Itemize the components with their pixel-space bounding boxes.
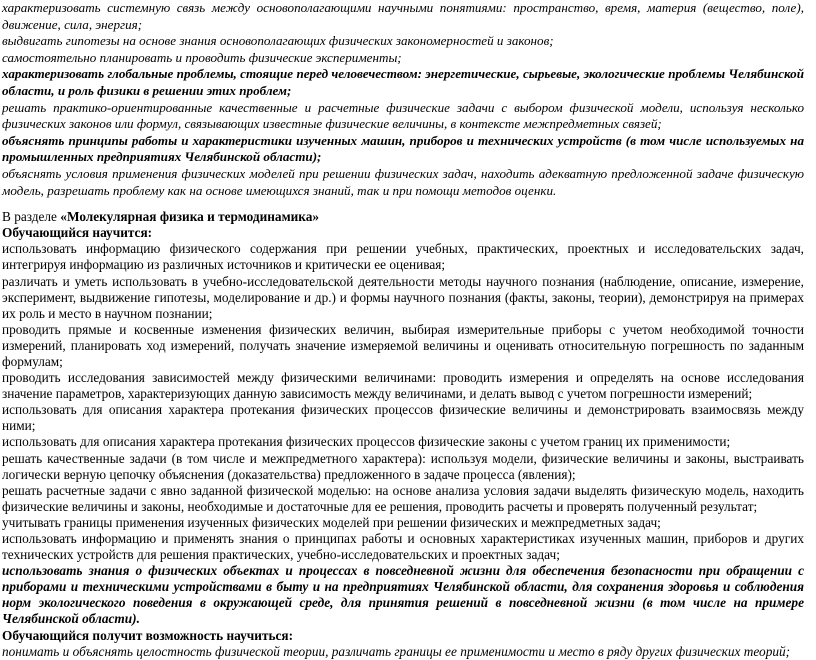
paragraph-a-2: самостоятельно планировать и проводить физические эксперименты; bbox=[2, 49, 402, 65]
paragraph-b-10: использовать знания о физических объектах и процессах в повседневной жизни для обеспечения безопасности при обращении с приборами и техническими устройствами в быту и на предприятиях Челябинской области, для сохранения здоровья и соблюдения норм экологического поведения в окружающей среде, для принятия решений в повседневной жизни (в том числе на примере Челябинской области). bbox=[2, 563, 804, 627]
paragraph-c-0: понимать и объяснять целостность физической теории, различать границы ее применимости и место в ряду других физических теорий; bbox=[2, 643, 791, 659]
paragraph-a-0: характеризовать системную связь между основополагающими научными понятиями: пространство, время, материя (вещество, поле), движение, сила, энергия; bbox=[2, 0, 804, 32]
blank-line bbox=[2, 199, 804, 209]
paragraph-b-6: решать качественные задачи (в том числе и межпредметного характера): используя модели, физические величины и законы, выстраивать логически верную цепочку объяснения (доказательства) предложенного в задаче процесса (явления); bbox=[2, 450, 804, 482]
will-learn-heading: Обучающийся научится: bbox=[2, 225, 153, 241]
section-molecular-physics bbox=[2, 209, 804, 660]
may-learn-heading: Обучающийся получит возможность научиться: bbox=[2, 627, 294, 643]
paragraph-a-6: объяснять условия применения физических моделей при решении физических задач, находить адекватную предложенной задаче физическую модель, разрешать проблему как на основе имеющихся знаний, так и при помощи методов оценки. bbox=[2, 165, 804, 198]
paragraph-a-1: выдвигать гипотезы на основе знания основополагающих физических закономерностей и законов; bbox=[2, 33, 554, 49]
paragraph-b-8: учитывать границы применения изученных физических моделей при решении физических и межпредметных задач; bbox=[2, 514, 661, 530]
section-learning-outcomes-previous bbox=[2, 0, 804, 199]
paragraph-a-5: объяснять принципы работы и характеристики изученных машин, приборов и технических устройств (в том числе используемых на промышленных предприятиях Челябинской области); bbox=[2, 132, 804, 165]
section-title: «Молекулярная физика и термодинамика» bbox=[60, 209, 320, 225]
section-intro bbox=[2, 209, 804, 225]
paragraph-a-3: характеризовать глобальные проблемы, стоящие перед человечеством: энергетические, сырьевые, экологические проблемы Челябинской области, и роль физики в решении этих проблем; bbox=[2, 66, 804, 98]
paragraph-a-4: решать практико-ориентированные качественные и расчетные физические задачи с выбором физической модели, используя несколько физических законов или формул, связывающих известные физические величины, в контексте межпредметных связей; bbox=[2, 99, 804, 132]
paragraph-b-5: использовать для описания характера протекания физических процессов физические законы с учетом границ их применимости; bbox=[2, 434, 731, 450]
paragraph-b-7: решать расчетные задачи с явно заданной физической моделью: на основе анализа условия задачи выделять физическую модель, находить физические величины и законы, необходимые и достаточные для ее решения, проводить расчеты и проверять полученный результат; bbox=[2, 482, 804, 514]
section-intro-prefix: В разделе bbox=[2, 209, 61, 225]
paragraph-b-4: использовать для описания характера протекания физических процессов физические величины и демонстрировать взаимосвязь между ними; bbox=[2, 402, 804, 434]
paragraph-b-0: использовать информацию физического содержания при решении учебных, практических, проектных и исследовательских задач, интегрируя информацию из различных источников и критически ее оценивая; bbox=[2, 241, 804, 273]
paragraph-b-9: использовать информацию и применять знания о принципах работы и основных характеристиках изученных машин, приборов и других технических устройств для решения практических, учебно-исследовательских и проектных задач; bbox=[2, 531, 804, 563]
paragraph-b-2: проводить прямые и косвенные изменения физических величин, выбирая измерительные приборы с учетом необходимой точности измерений, планировать ход измерений, получать значение измеряемой величины и оценивать относительную погрешность по заданным формулам; bbox=[2, 321, 804, 369]
paragraph-b-1: различать и уметь использовать в учебно-исследовательской деятельности методы научного познания (наблюдение, описание, измерение, эксперимент, выдвижение гипотезы, моделирование и др.) и формы научного познания (факты, законы, теории), демонстрируя на примерах их роль и место в научном познании; bbox=[2, 273, 804, 321]
paragraph-b-3: проводить исследования зависимостей между физическими величинами: проводить измерения и определять на основе исследования значение параметров, характеризующих данную зависимость между величинами, и делать вывод с учетом погрешности измерений; bbox=[2, 370, 804, 402]
